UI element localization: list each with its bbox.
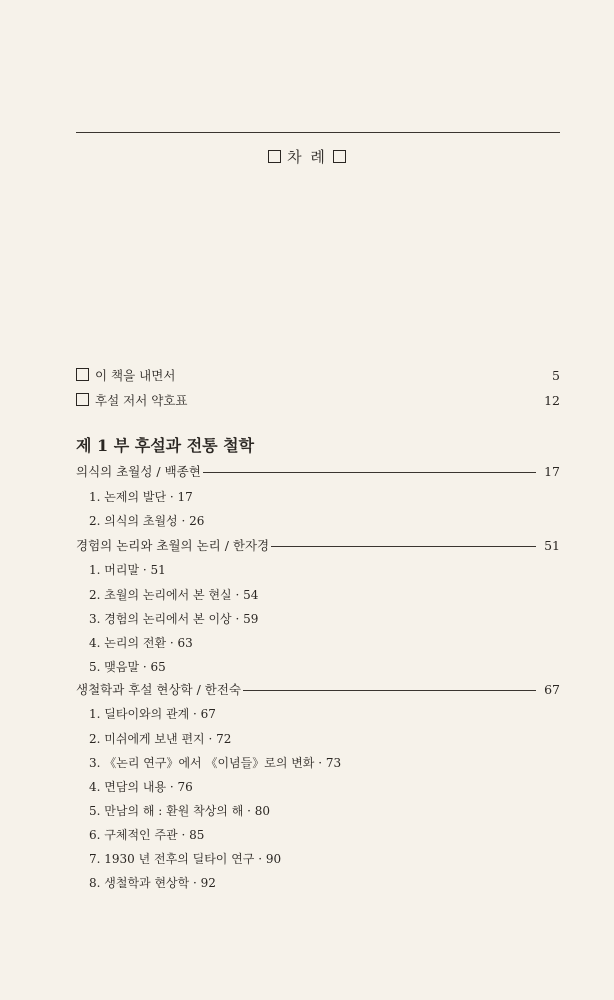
section-item: 1. 딜타이와의 관계 · 67 — [89, 707, 216, 721]
section-item: 5. 맺음말 · 65 — [89, 660, 166, 674]
section-item: 1. 논제의 발단 · 17 — [89, 490, 193, 504]
box-icon — [76, 393, 89, 406]
front-matter-item — [76, 366, 560, 386]
chapter-title: 경험의 논리와 초월의 논리 / 한자경 — [76, 535, 271, 557]
chapter-entry — [76, 535, 560, 557]
top-rule — [76, 132, 560, 133]
chapter-page: 17 — [544, 464, 560, 479]
section-item: 4. 면담의 내용 · 76 — [89, 780, 193, 794]
chapter-title: 생철학과 후설 현상학 / 한전숙 — [76, 679, 243, 701]
box-icon — [268, 150, 281, 163]
chapter-entry — [76, 461, 560, 483]
chapter-page: 67 — [544, 682, 560, 697]
section-item: 2. 초월의 논리에서 본 현실 · 54 — [89, 588, 259, 602]
front-matter-label: 후설 저서 약호표 — [95, 393, 188, 408]
chapter-title: 의식의 초월성 / 백종현 — [76, 461, 203, 483]
section-item: 7. 1930 년 전후의 딜타이 연구 · 90 — [89, 852, 282, 866]
front-matter-page: 5 — [552, 368, 560, 383]
section-item: 8. 생철학과 현상학 · 92 — [89, 876, 216, 890]
section-item: 3. 경험의 논리에서 본 이상 · 59 — [89, 612, 259, 626]
chapter-page: 51 — [544, 538, 560, 553]
section-item: 5. 만남의 해 : 환원 착상의 해 · 80 — [89, 804, 271, 818]
box-icon — [333, 150, 346, 163]
section-item: 1. 머리말 · 51 — [89, 563, 166, 577]
section-item: 4. 논리의 전환 · 63 — [89, 636, 193, 650]
toc-title-text: 차 례 — [287, 148, 327, 166]
section-item: 2. 의식의 초월성 · 26 — [89, 514, 205, 528]
front-matter-label: 이 책을 내면서 — [95, 368, 176, 383]
toc-title — [0, 146, 614, 167]
front-matter-item — [76, 391, 560, 411]
section-item: 3. 《논리 연구》에서 《이념들》로의 변화 · 73 — [89, 756, 342, 770]
section-item: 6. 구체적인 주관 · 85 — [89, 828, 205, 842]
chapter-entry — [76, 679, 560, 701]
part-title: 제 1 부 후설과 전통 철학 — [76, 436, 255, 455]
section-item: 2. 미쉬에게 보낸 편지 · 72 — [89, 732, 232, 746]
box-icon — [76, 368, 89, 381]
front-matter-page: 12 — [544, 393, 560, 408]
